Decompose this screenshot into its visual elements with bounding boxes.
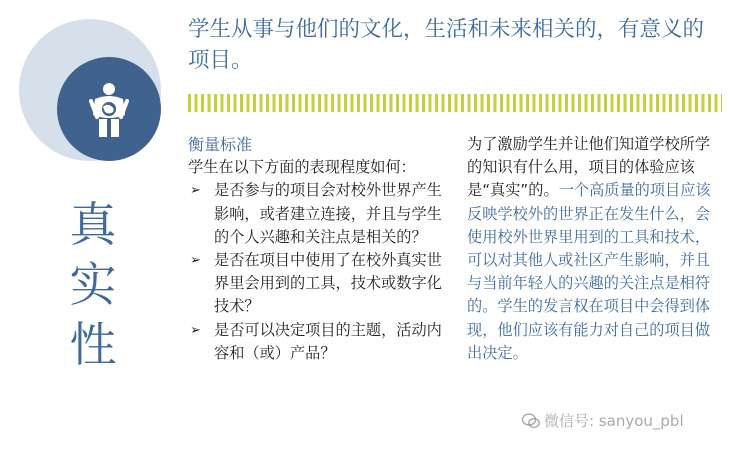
headline: 学生从事与他们的文化，生活和未来相关的，有意义的项目。 — [188, 17, 705, 73]
list-item — [188, 319, 456, 365]
big-title — [58, 196, 128, 376]
description-tail: 一个高质量的项目应该反映学校外的世界正在发生什么，会使用校外世界里用到的工具和技术，可以对其他人或社区产生影响，并且与当前年轻人的兴趣的关注点是相符的。学生的发言权在项目中会得到体现，他们应该有能力对自己的项目做出决定。 — [467, 181, 711, 362]
criteria-list — [188, 179, 456, 365]
wechat-icon — [522, 413, 540, 429]
criteria-title: 衡量标准 — [188, 135, 253, 154]
big-title-char: 实 — [69, 258, 117, 313]
criteria-intro: 学生在以下方面的表现程度如何： — [188, 158, 416, 177]
watermark-text: 微信号: sanyou_pbl — [544, 412, 684, 430]
list-item-text: 是否可以决定项目的主题，活动内容和（或）产品？ — [214, 320, 442, 362]
big-title-char: 性 — [69, 318, 117, 373]
description-text — [467, 133, 719, 365]
criteria-section — [188, 133, 456, 365]
person-globe-icon — [85, 81, 133, 139]
bullet-arrow-icon: ➢ — [190, 253, 201, 269]
badge — [19, 19, 161, 161]
bullet-arrow-icon: ➢ — [190, 183, 201, 199]
description-lead: 为了激励学生并让他们知道学校所学的知识有什么用，项目的体验应该是“真实”的。 — [467, 135, 710, 200]
list-item — [188, 249, 456, 319]
list-item-text: 是否参与的项目会对校外世界产生影响，或者建立连接，并且与学生的个人兴趣和关注点是相关的？ — [214, 181, 442, 246]
left-column — [0, 0, 180, 456]
bullet-arrow-icon: ➢ — [190, 322, 201, 338]
list-item-text: 是否在项目中使用了在校外真实世界里会用到的工具，技术或数字化技术？ — [214, 251, 442, 316]
watermark — [522, 410, 684, 431]
list-item — [188, 179, 456, 249]
divider-stripe — [188, 94, 722, 112]
big-title-char: 真 — [69, 198, 117, 253]
